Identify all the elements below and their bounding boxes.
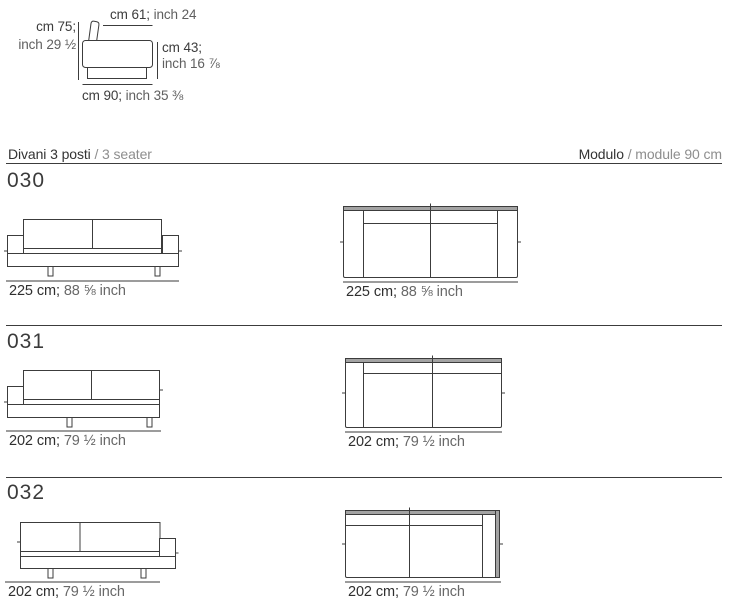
row-divider bbox=[6, 325, 722, 326]
leg-left bbox=[48, 267, 53, 277]
sofa-front-view-030 bbox=[4, 219, 182, 279]
back-cushion-right bbox=[93, 220, 162, 249]
leg-right bbox=[141, 569, 146, 579]
seat-deck bbox=[21, 552, 161, 557]
module-label: Modulo / module 90 cm bbox=[578, 146, 722, 162]
front-dimension-030: 225 cm; 88 ⅝ inch bbox=[9, 283, 126, 299]
side-view-right-label-cm: cm 43; bbox=[162, 40, 202, 55]
backrest-band bbox=[346, 359, 502, 363]
sofa-side-view-diagram bbox=[75, 20, 161, 88]
header-divider bbox=[6, 163, 722, 164]
sofa-outline bbox=[346, 359, 502, 428]
back-cushion-right bbox=[92, 371, 160, 400]
row-divider bbox=[6, 477, 722, 478]
dimension-line bbox=[6, 280, 179, 282]
backrest-side bbox=[89, 21, 99, 42]
leg-right bbox=[147, 418, 152, 428]
sofa-top-view-032 bbox=[342, 507, 503, 581]
seat-base bbox=[8, 254, 179, 267]
dimension-line bbox=[6, 430, 161, 432]
side-view-left-label-cm: cm 75; bbox=[36, 19, 76, 34]
sofa-top-view-031 bbox=[342, 355, 505, 431]
seat-base bbox=[21, 557, 176, 569]
top-dimension-032: 202 cm; 79 ½ inch bbox=[348, 584, 465, 600]
model-code-031: 031 bbox=[7, 330, 46, 353]
leg-right bbox=[155, 267, 160, 277]
sofa-front-view-032 bbox=[17, 522, 176, 580]
base-side bbox=[88, 68, 147, 79]
front-dimension-032: 202 cm; 79 ½ inch bbox=[8, 584, 125, 600]
sofa-outline bbox=[346, 511, 500, 578]
seat-base bbox=[8, 405, 160, 418]
model-code-032: 032 bbox=[7, 481, 46, 504]
side-view-top-label: cm 61; inch 24 bbox=[110, 7, 197, 22]
sofa-top-view-030 bbox=[340, 203, 521, 281]
front-dimension-031: 202 cm; 79 ½ inch bbox=[9, 433, 126, 449]
dimension-line bbox=[345, 581, 501, 583]
side-view-right-label-inch: inch 16 ⅞ bbox=[162, 56, 220, 71]
back-cushion-left bbox=[24, 371, 92, 400]
back-cushion-left bbox=[24, 220, 93, 249]
dimension-line bbox=[5, 581, 160, 583]
back-cushion-right bbox=[80, 523, 160, 552]
side-view-bottom-label: cm 90; inch 35 ⅜ bbox=[82, 88, 184, 103]
dimension-line bbox=[343, 281, 518, 283]
top-dimension-031: 202 cm; 79 ½ inch bbox=[348, 434, 465, 450]
leg-left bbox=[48, 569, 53, 579]
seat-deck bbox=[24, 249, 162, 254]
section-title: Divani 3 posti / 3 seater bbox=[8, 146, 152, 162]
sofa-front-view-031 bbox=[4, 370, 163, 430]
model-code-030: 030 bbox=[7, 169, 46, 192]
back-cushion-left bbox=[21, 523, 81, 552]
seat-body-side bbox=[83, 41, 153, 68]
side-view-left-label-inch: inch 29 ½ bbox=[18, 37, 76, 52]
seat-deck bbox=[24, 400, 160, 405]
armrest-right-band bbox=[496, 511, 500, 578]
backrest-band bbox=[346, 511, 500, 515]
leg-left bbox=[67, 418, 72, 428]
dimension-line bbox=[345, 431, 502, 433]
top-dimension-030: 225 cm; 88 ⅝ inch bbox=[346, 284, 463, 300]
